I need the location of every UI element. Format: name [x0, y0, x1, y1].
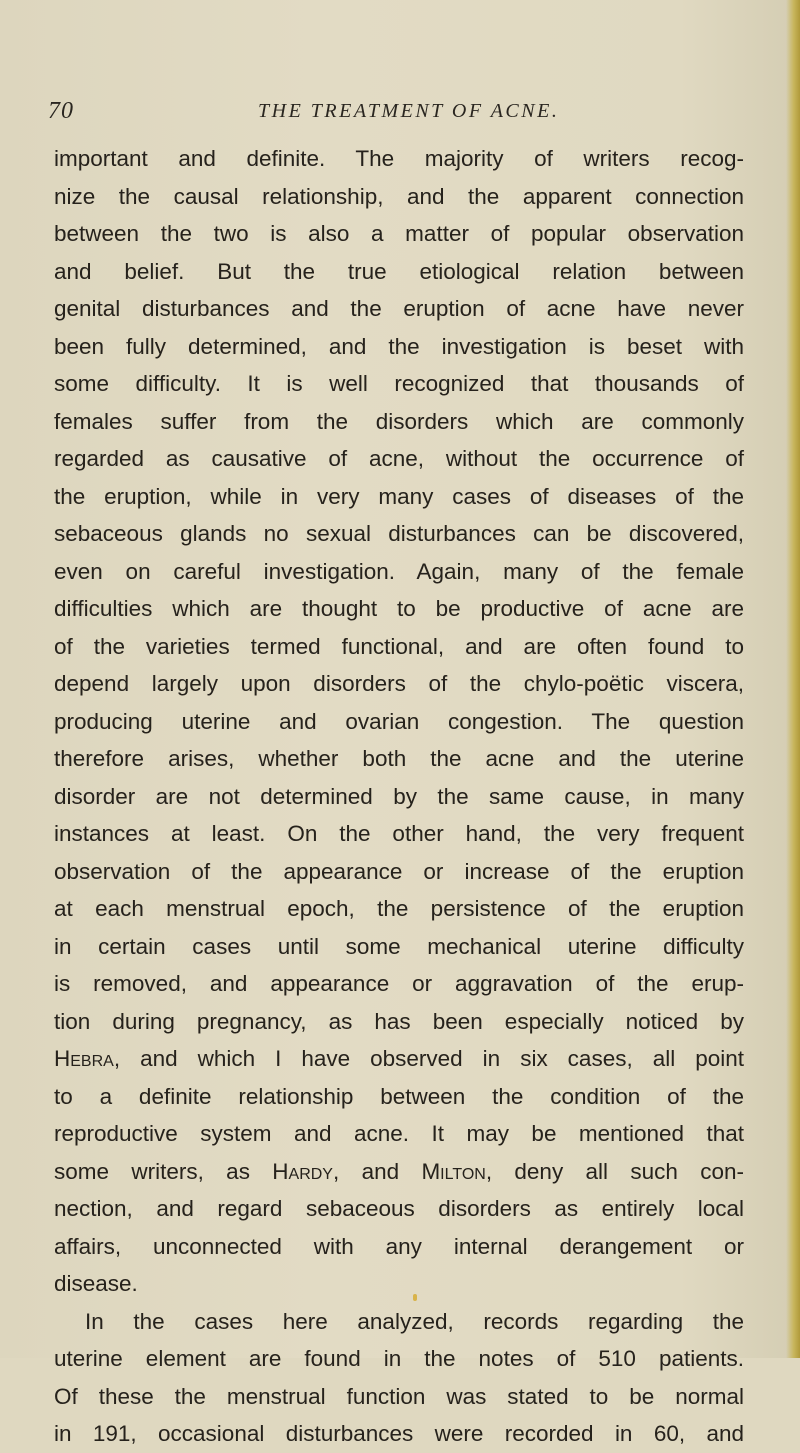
paragraph-start-line: In the cases here analyzed, records regarding the	[85, 1308, 744, 1334]
page-edge	[786, 0, 800, 1358]
text-line: important and definite. The majority of writers recog-	[54, 146, 744, 171]
text-line: sebaceous glands no sexual disturbances can be discovered,	[54, 521, 744, 546]
text-line: Of these the menstrual function was stated to be normal	[54, 1383, 744, 1409]
text-line: uterine element are found in the notes of 510 patients.	[54, 1346, 744, 1371]
text-fragment: , deny all such con-	[485, 1158, 744, 1184]
text-line: and belief. But the true etiological relation between	[54, 258, 744, 284]
author-name-hardy: Hardy	[272, 1158, 333, 1184]
text-line: producing uterine and ovarian congestion. The question	[54, 708, 744, 734]
text-line: in certain cases until some mechanical uterine difficulty	[54, 933, 744, 959]
text-line: the eruption, while in very many cases of diseases of the	[54, 483, 744, 509]
text-line: females suffer from the disorders which are commonly	[54, 408, 744, 434]
text-line: disorder are not determined by the same cause, in many	[54, 783, 744, 809]
text-fragment: , and which I have observed in six cases, all point	[113, 1046, 744, 1071]
text-fragment: , and	[332, 1158, 422, 1184]
paragraph-end-line: disease.	[54, 1271, 138, 1296]
text-line: affairs, unconnected with any internal derangement or	[54, 1233, 744, 1259]
author-name-hebra: Hebra	[54, 1046, 114, 1071]
running-title: THE TREATMENT OF ACNE.	[258, 100, 560, 122]
text-line: difficulties which are thought to be productive of acne are	[54, 596, 744, 621]
text-line: to a definite relationship between the condition of the	[54, 1083, 744, 1109]
text-line-authors	[54, 1153, 744, 1191]
text-line: therefore arises, whether both the acne and the uterine	[54, 746, 744, 771]
paper-speck	[413, 1294, 417, 1301]
text-line: reproductive system and acne. It may be mentioned that	[54, 1121, 744, 1146]
text-fragment: some writers, as	[54, 1158, 273, 1184]
text-line: between the two is also a matter of popular observation	[54, 221, 744, 246]
text-line: tion during pregnancy, as has been especially noticed by	[54, 1008, 744, 1034]
text-line: nection, and regard sebaceous disorders as entirely local	[54, 1196, 744, 1221]
running-head	[48, 98, 738, 128]
text-line: nize the causal relationship, and the apparent connection	[54, 183, 744, 209]
body-text	[54, 140, 744, 1453]
text-line: instances at least. On the other hand, the very frequent	[54, 821, 744, 846]
text-line: in 191, occasional disturbances were recorded in 60, and	[54, 1421, 744, 1446]
text-line: at each menstrual epoch, the persistence of the eruption	[54, 896, 744, 921]
text-line-hebra	[54, 1040, 744, 1078]
text-line: of the varieties termed functional, and are often found to	[54, 633, 744, 659]
text-line: some difficulty. It is well recognized that thousands of	[54, 371, 744, 396]
text-line: been fully determined, and the investigation is beset with	[54, 333, 744, 359]
text-line: regarded as causative of acne, without the occurrence of	[54, 446, 744, 471]
text-line: even on careful investigation. Again, many of the female	[54, 558, 744, 584]
page-number: 70	[48, 98, 74, 124]
text-line: observation of the appearance or increase of the eruption	[54, 858, 744, 884]
text-line: is removed, and appearance or aggravation of the erup-	[54, 971, 744, 996]
text-line: depend largely upon disorders of the chylo-poëtic viscera,	[54, 671, 744, 696]
author-name-milton: Milton	[421, 1158, 486, 1184]
text-line: genital disturbances and the eruption of acne have never	[54, 296, 744, 321]
